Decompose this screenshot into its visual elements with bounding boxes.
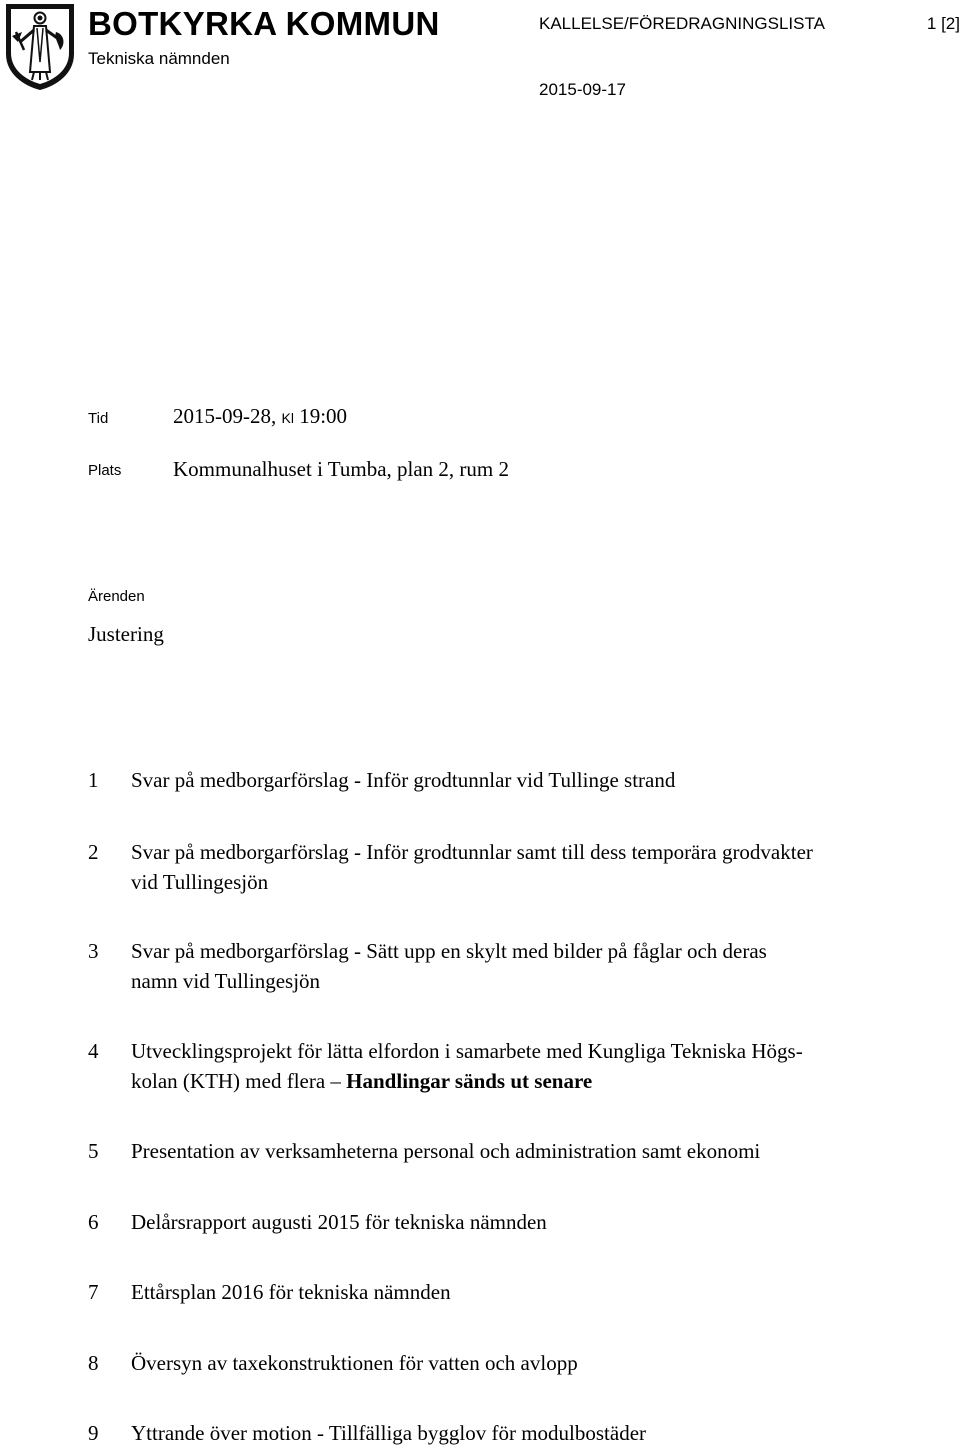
item-number: 9 — [88, 1421, 99, 1445]
item-number: 5 — [88, 1139, 99, 1163]
list-item — [88, 1136, 868, 1166]
page-number: 1 [2] — [926, 14, 960, 33]
item-text: Utvecklingsprojekt för lätta elfordon i samarbete med Kungliga Tekniska Högs- — [131, 1039, 803, 1063]
list-item — [88, 1207, 868, 1237]
document-type: KALLELSE/FÖREDRAGNINGSLISTA — [539, 14, 825, 33]
item-number: 2 — [88, 840, 99, 864]
item-number: 3 — [88, 939, 99, 963]
item-text-continued: namn vid Tullingesjön — [131, 969, 321, 993]
item-text-continued — [131, 1066, 868, 1096]
item-number: 4 — [88, 1039, 99, 1063]
list-item — [88, 1348, 868, 1378]
time-label: Tid — [88, 410, 109, 427]
place-value: Kommunalhuset i Tumba, plan 2, rum 2 — [173, 457, 509, 481]
justering-heading: Justering — [88, 622, 164, 646]
item-text: Presentation av verksamheterna personal och administration samt ekonomi — [131, 1139, 761, 1163]
item-text: Svar på medborgarförslag - Sätt upp en skylt med bilder på fåglar och deras — [131, 939, 767, 963]
item-number: 8 — [88, 1351, 99, 1375]
section-label: Ärenden — [88, 588, 145, 605]
item-number: 7 — [88, 1280, 99, 1304]
organization-name: BOTKYRKA KOMMUN — [88, 5, 440, 42]
list-item — [88, 1277, 868, 1307]
item-number: 6 — [88, 1210, 99, 1234]
item-text: Översyn av taxekonstruktionen för vatten och avlopp — [131, 1351, 578, 1375]
item-number: 1 — [88, 768, 99, 792]
item-text: Svar på medborgarförslag - Inför grodtunnlar samt till dess temporära grodvakter — [131, 840, 813, 864]
list-item — [88, 837, 868, 897]
list-item — [88, 1036, 868, 1096]
item-text: Delårsrapport augusti 2015 för tekniska nämnden — [131, 1210, 547, 1234]
municipal-coat-of-arms-icon — [4, 2, 76, 92]
document-date: 2015-09-17 — [539, 80, 626, 99]
time-value — [173, 403, 347, 431]
item-text-plain: kolan (KTH) med flera – — [131, 1069, 341, 1093]
item-text: Svar på medborgarförslag - Inför grodtunnlar vid Tullinge strand — [131, 768, 676, 792]
time-date: 2015-09-28, — [173, 404, 277, 428]
list-item — [88, 1418, 868, 1448]
time-kl: Kl — [281, 410, 294, 426]
item-text-continued: vid Tullingesjön — [131, 870, 269, 894]
time-clock: 19:00 — [299, 404, 348, 428]
item-text-bold-note: Handlingar sänds ut senare — [346, 1069, 593, 1093]
list-item — [88, 765, 868, 795]
list-item — [88, 936, 868, 996]
item-text: Ettårsplan 2016 för tekniska nämnden — [131, 1280, 451, 1304]
department-name: Tekniska nämnden — [88, 49, 230, 68]
item-text: Yttrande över motion - Tillfälliga bygglov för modulbostäder — [131, 1421, 647, 1445]
place-label: Plats — [88, 462, 122, 479]
